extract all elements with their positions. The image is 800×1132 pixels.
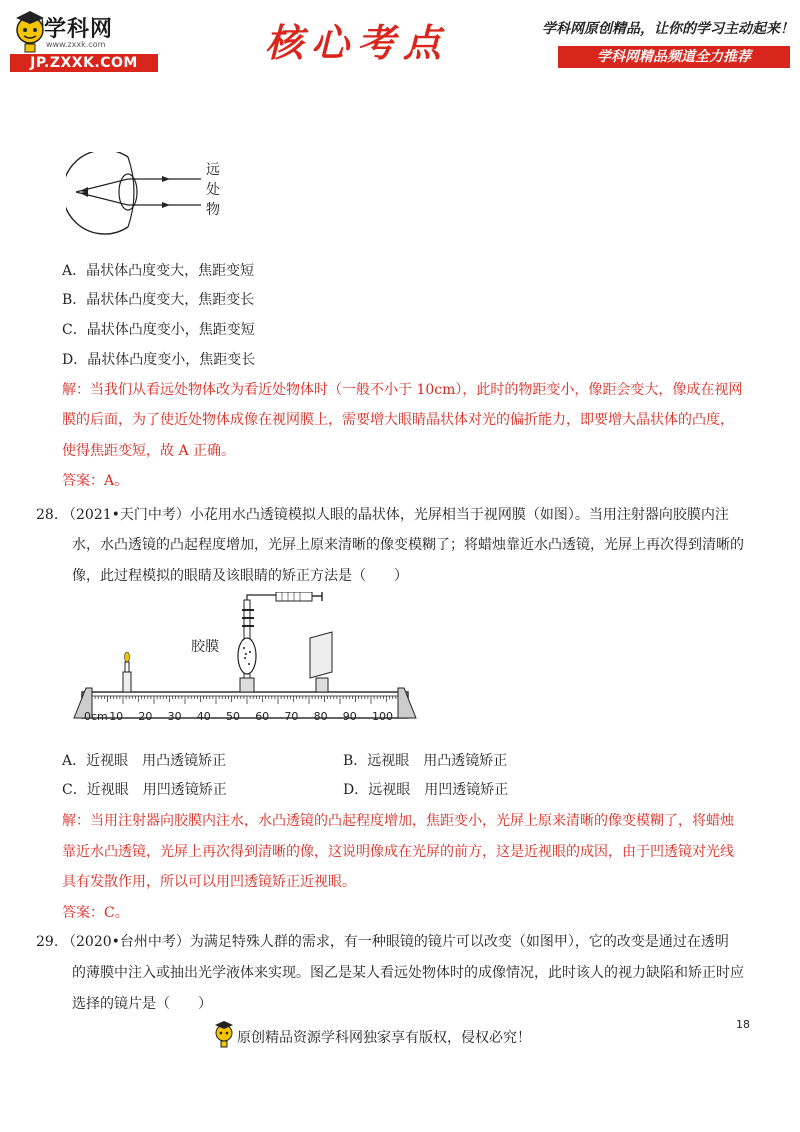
copyright-notice: 原创精品资源学科网独家享有版权，侵权必究！ xyxy=(237,1030,531,1046)
ruler-tick-label: 60 xyxy=(255,710,270,723)
mascot-icon xyxy=(212,1018,236,1048)
ruler-tick-label: 0cm xyxy=(84,710,108,723)
logo-url-banner[interactable]: JP.ZXXK.COM xyxy=(10,54,158,72)
channel-banner: 学科网精品频道全力推荐 xyxy=(558,46,790,68)
q28-solution-line: 解：当用注射器向胶膜内注水，水凸透镜的凸起程度增加，焦距变小，光屏上原来清晰的像变模糊了，将蜡烛 xyxy=(62,813,734,829)
header-slogan: 学科网原创精品，让你的学习主动起来！ xyxy=(542,21,794,37)
page-header-title: 核心考点 xyxy=(264,21,449,65)
q28-option-d: D．远视眼 用凹透镜矫正 xyxy=(343,782,509,798)
q28-answer: 答案：C。 xyxy=(62,905,129,921)
mascot-icon xyxy=(12,8,48,54)
ruler-tick-label: 30 xyxy=(167,710,182,723)
q28-number: 28. xyxy=(36,507,59,523)
ruler-tick-label: 80 xyxy=(313,710,328,723)
ruler-tick-label: 70 xyxy=(284,710,299,723)
q27-option-b: B．晶状体凸度变大，焦距变长 xyxy=(62,292,255,308)
ruler-tick-label: 100 xyxy=(372,710,393,723)
q28-option-a: A．近视眼 用凸透镜矫正 xyxy=(62,753,227,769)
q29-number: 29. xyxy=(36,934,59,950)
ruler-tick-label: 20 xyxy=(138,710,153,723)
label-char: 远 xyxy=(206,162,220,178)
q28-option-c: C．近视眼 用凹透镜矫正 xyxy=(62,782,227,798)
q27-solution-line: 解：当我们从看远处物体改为看近处物体时（一般不小于 10cm），此时的物距变小，像距会变大，像成在视网 xyxy=(62,382,743,398)
q28-stem-line: 像，此过程模拟的眼睛及该眼睛的矫正方法是（ ） xyxy=(72,568,408,584)
q29-stem-line: 的薄膜中注入或抽出光学液体来实现。图乙是某人看远处物体时的成像情况，此时该人的视力缺陷和矫正时应 xyxy=(72,965,744,981)
label-char: 物 xyxy=(206,202,220,218)
q27-solution-line: 使得焦距变短，故 A 正确。 xyxy=(62,443,236,459)
q29-stem-line: 选择的镜片是（ ） xyxy=(72,996,212,1012)
q27-option-c: C．晶状体凸度变小，焦距变短 xyxy=(62,322,255,338)
q29-stem-line: （2020•台州中考）为满足特殊人群的需求，有一种眼镜的镜片可以改变（如图甲），它的改变是通过在透明 xyxy=(62,934,729,950)
ruler-tick-label: 50 xyxy=(226,710,240,723)
q28-solution-line: 具有发散作用，所以可以用凹透镜矫正近视眼。 xyxy=(62,874,356,890)
q28-solution-line: 靠近水凸透镜，光屏上再次得到清晰的像，这说明像成在光屏的前方，这是近视眼的成因，由于凹透镜对光线 xyxy=(62,844,734,860)
label-char: 处 xyxy=(206,182,220,198)
q27-option-a: A．晶状体凸度变大，焦距变短 xyxy=(62,263,255,279)
q28-stem-line: （2021•天门中考）小花用水凸透镜模拟人眼的晶状体，光屏相当于视网膜（如图）。当用注射器向胶膜内注 xyxy=(62,507,729,523)
q27-answer: 答案：A。 xyxy=(62,473,129,489)
logo-text: 学科网 xyxy=(44,17,114,42)
q28-stem-line: 水，水凸透镜的凸起程度增加，光屏上原来清晰的像变模糊了；将蜡烛靠近水凸透镜，光屏上再次得到清晰的 xyxy=(72,537,744,553)
page-number: 18 xyxy=(736,1018,750,1031)
ruler-scale xyxy=(84,710,408,724)
ruler-tick-label: 90 xyxy=(342,710,357,723)
q27-solution-line: 膜的后面，为了使近处物体成像在视网膜上，需要增大眼睛晶状体对光的偏折能力，即要增大晶状体的凸度， xyxy=(62,412,734,428)
q27-option-d: D．晶状体凸度变小，焦距变长 xyxy=(62,352,256,368)
logo-domain: www.zxxk.com xyxy=(46,40,106,49)
q28-option-b: B．远视眼 用凸透镜矫正 xyxy=(343,753,508,769)
ruler-tick-label: 40 xyxy=(196,710,211,723)
eye-figure-label xyxy=(206,160,220,220)
membrane-label: 胶膜 xyxy=(191,639,219,655)
ruler-tick-label: 10 xyxy=(109,710,124,723)
